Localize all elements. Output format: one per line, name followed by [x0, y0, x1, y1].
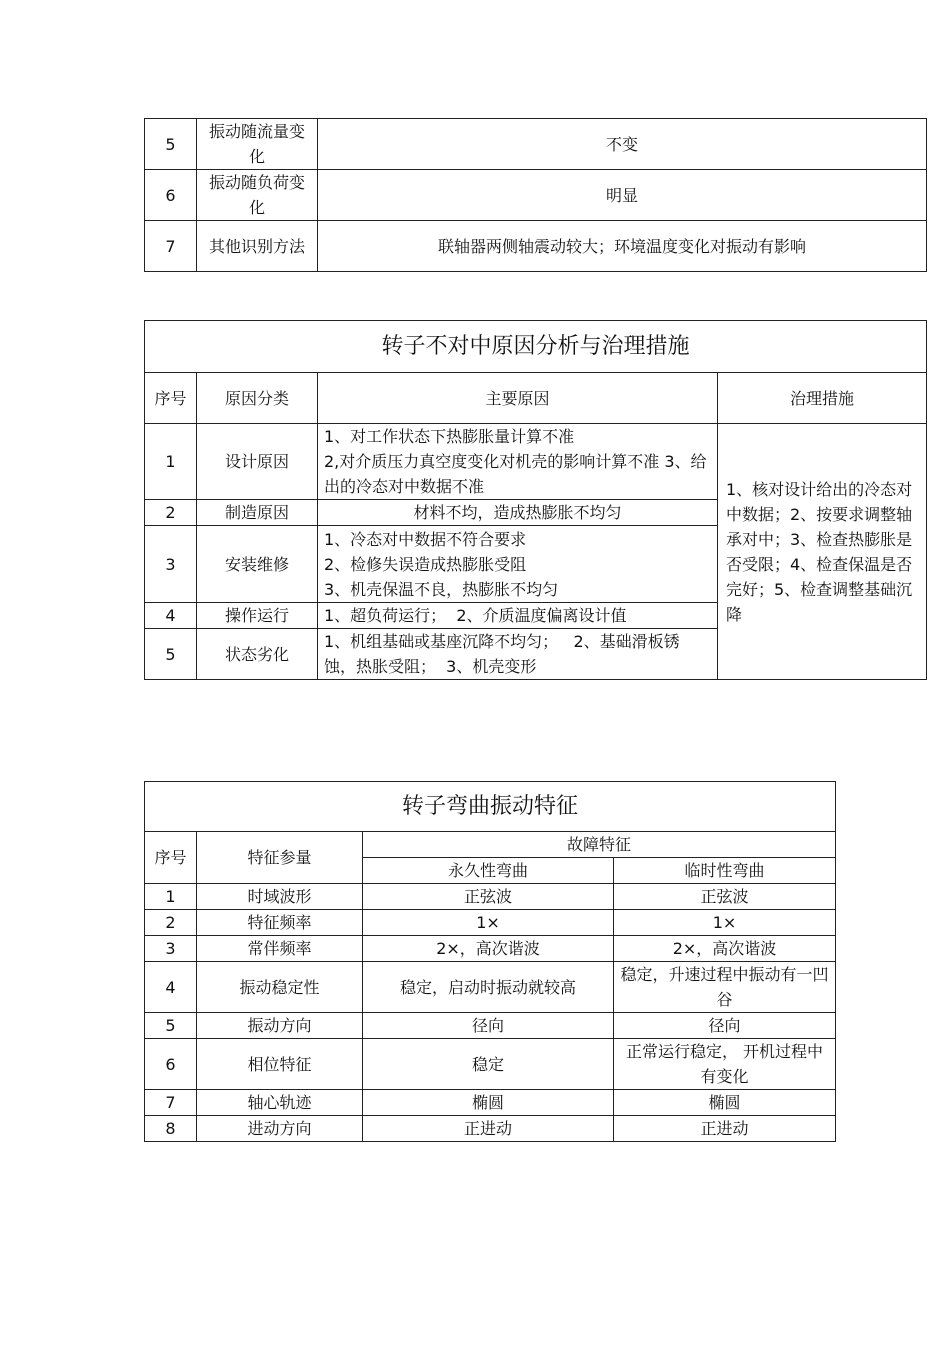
feature-value: 不变: [318, 119, 927, 170]
row-number: 5: [145, 119, 197, 170]
table-header-row: [145, 373, 927, 424]
feature-param: 进动方向: [197, 1116, 363, 1142]
header-permanent: 永久性弯曲: [363, 858, 614, 884]
main-reason: 材料不均，造成热膨胀不均匀: [318, 500, 718, 526]
table-title-row: [145, 321, 927, 373]
row-number: 4: [145, 962, 197, 1013]
main-reason: 1、冷态对中数据不符合要求 2、检修失误造成热膨胀受阻 3、机壳保温不良，热膨胀不均匀: [318, 526, 718, 603]
main-reason: 1、超负荷运行； 2、介质温度偏离设计值: [318, 603, 718, 629]
cause-category: 状态劣化: [197, 629, 318, 680]
temporary-value: 1×: [614, 910, 836, 936]
header-no: 序号: [145, 832, 197, 884]
row-number: 4: [145, 603, 197, 629]
row-number: 3: [145, 936, 197, 962]
cause-category: 制造原因: [197, 500, 318, 526]
row-number: 8: [145, 1116, 197, 1142]
row-number: 2: [145, 910, 197, 936]
temporary-value: 正进动: [614, 1116, 836, 1142]
feature-value: 联轴器两侧轴震动较大；环境温度变化对振动有影响: [318, 221, 927, 272]
row-number: 1: [145, 424, 197, 500]
header-measures: 治理措施: [718, 373, 927, 424]
header-fault: 故障特征: [363, 832, 836, 858]
cause-category: 安装维修: [197, 526, 318, 603]
temporary-value: 稳定，升速过程中振动有一凹谷: [614, 962, 836, 1013]
header-param: 特征参量: [197, 832, 363, 884]
row-number: 1: [145, 884, 197, 910]
permanent-value: 径向: [363, 1013, 614, 1039]
feature-item: 振动随负荷变化: [197, 170, 318, 221]
table-row: [145, 424, 927, 500]
table-title: 转子不对中原因分析与治理措施: [145, 321, 927, 373]
header-reason: 主要原因: [318, 373, 718, 424]
table-row: [145, 884, 836, 910]
row-number: 6: [145, 1039, 197, 1090]
table-row: [145, 170, 927, 221]
rotor-bending-feature-table: [144, 781, 836, 1142]
row-number: 2: [145, 500, 197, 526]
feature-item: 其他识别方法: [197, 221, 318, 272]
main-reason: 1、对工作状态下热膨胀量计算不准 2,对介质压力真空度变化对机壳的影响计算不准 3、给出的冷态对中数据不准: [318, 424, 718, 500]
main-reason: 1、机组基础或基座沉降不均匀； 2、基础滑板锈蚀，热胀受阻； 3、机壳变形: [318, 629, 718, 680]
feature-item: 振动随流量变化: [197, 119, 318, 170]
treatment-measures: 1、核对设计给出的冷态对中数据；2、按要求调整轴承对中；3、检查热膨胀是否受限；4、检查保温是否完好；5、检查调整基础沉降: [718, 424, 927, 680]
cause-category: 操作运行: [197, 603, 318, 629]
cause-category: 设计原因: [197, 424, 318, 500]
permanent-value: 1×: [363, 910, 614, 936]
row-number: 5: [145, 629, 197, 680]
row-number: 7: [145, 221, 197, 272]
feature-param: 相位特征: [197, 1039, 363, 1090]
feature-param: 时域波形: [197, 884, 363, 910]
header-no: 序号: [145, 373, 197, 424]
vibration-trend-table: [144, 118, 927, 272]
permanent-value: 正进动: [363, 1116, 614, 1142]
temporary-value: 正弦波: [614, 884, 836, 910]
table-row: [145, 1039, 836, 1090]
temporary-value: 2×，高次谐波: [614, 936, 836, 962]
table-row: [145, 936, 836, 962]
temporary-value: 正常运行稳定， 开机过程中有变化: [614, 1039, 836, 1090]
header-temporary: 临时性弯曲: [614, 858, 836, 884]
table-title: 转子弯曲振动特征: [145, 782, 836, 832]
table-row: [145, 1116, 836, 1142]
misalignment-cause-table: [144, 320, 927, 680]
feature-param: 轴心轨迹: [197, 1090, 363, 1116]
temporary-value: 径向: [614, 1013, 836, 1039]
permanent-value: 稳定，启动时振动就较高: [363, 962, 614, 1013]
table-header-row: [145, 832, 836, 858]
feature-param: 振动方向: [197, 1013, 363, 1039]
row-number: 3: [145, 526, 197, 603]
temporary-value: 椭圆: [614, 1090, 836, 1116]
row-number: 6: [145, 170, 197, 221]
feature-param: 振动稳定性: [197, 962, 363, 1013]
feature-value: 明显: [318, 170, 927, 221]
table-row: [145, 119, 927, 170]
table-row: [145, 1090, 836, 1116]
permanent-value: 2×，高次谐波: [363, 936, 614, 962]
permanent-value: 椭圆: [363, 1090, 614, 1116]
table-row: [145, 221, 927, 272]
permanent-value: 正弦波: [363, 884, 614, 910]
row-number: 5: [145, 1013, 197, 1039]
table-row: [145, 910, 836, 936]
row-number: 7: [145, 1090, 197, 1116]
permanent-value: 稳定: [363, 1039, 614, 1090]
feature-param: 特征频率: [197, 910, 363, 936]
table-row: [145, 962, 836, 1013]
table-row: [145, 1013, 836, 1039]
feature-param: 常伴频率: [197, 936, 363, 962]
header-category: 原因分类: [197, 373, 318, 424]
table-title-row: [145, 782, 836, 832]
